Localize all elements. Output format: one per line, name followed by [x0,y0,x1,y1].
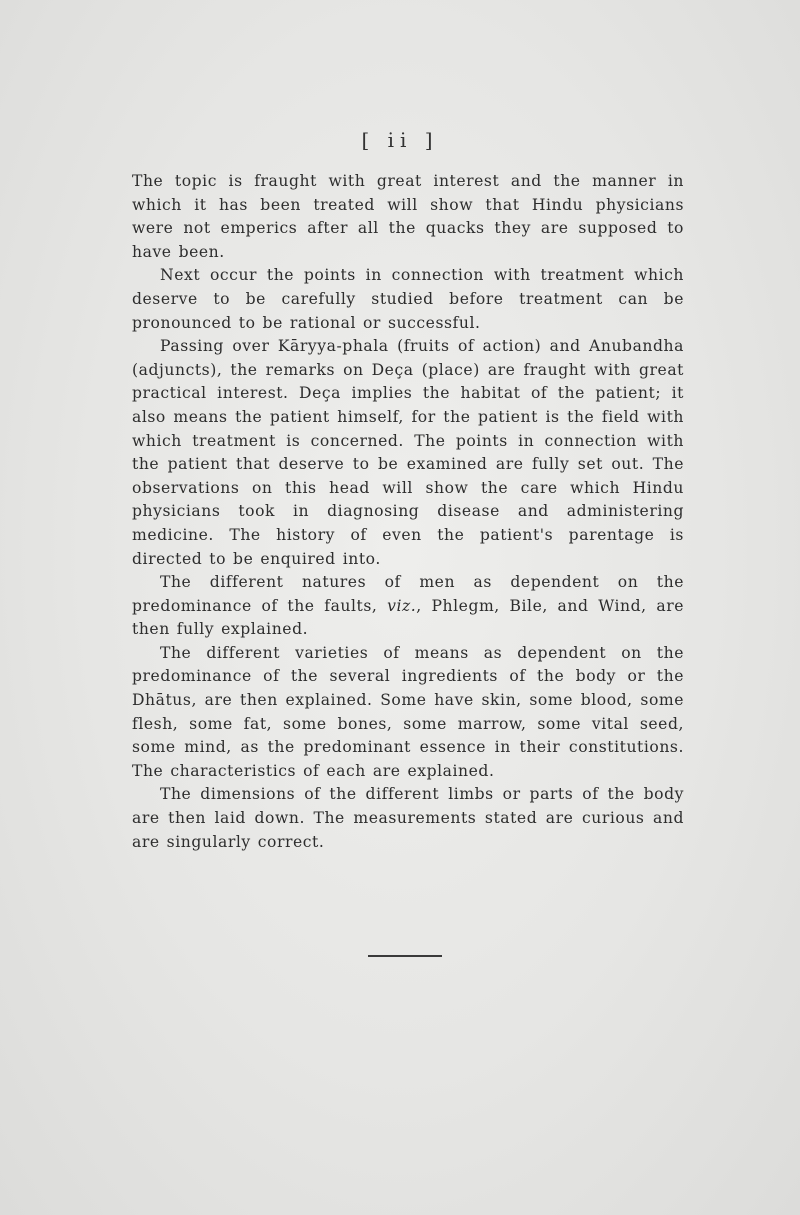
paragraph-dimensions: The dimensions of the different limbs or parts of the body are then laid down. The measurements stated are curious and are singularly correct. [132,785,684,851]
closing-rule [368,955,442,957]
paragraph-treatment-points: Next occur the points in connection with treatment which deserve to be carefully studied before treatment can be pronounced to be rational or successful. [132,266,684,332]
body-text [132,170,684,854]
paragraph-topic: The topic is fraught with great interest and the manner in which it has been treated will show that Hindu physicians were not emperics after all the quacks they are supposed to have been. [132,172,684,261]
paragraph-natures [132,571,684,642]
viz-abbreviation: viz. [387,596,417,615]
paragraph-dhatus: The different varieties of means as dependent on the predominance of the several ingredients of the body or the Dhātus, are then explained. Some have skin, some blood, some flesh, some fat, some bones, some marrow, some vital seed, some mind, as the predominant essence in their constitutions. The characteristics of each are explained. [132,643,684,780]
paragraph-natures-after: , Phlegm, Bile, and Wind, are then fully explained. [132,596,685,639]
paragraph-natures-before: The different natures of men as dependent on the predominance of the faults, [132,573,684,615]
paragraph-deca: Passing over Kāryya-phala (fruits of action) and Anubandha (adjuncts), the remarks on Deça (place) are fraught with great practical interest. Deça implies the habitat of the patient; it also means the patient himself, for the patient is the field with which treatment is concerned. The points in connection with the patient that deserve to be examined are fully set out. The observations on this head will show the care which Hindu physicians took in diagnosing disease and administering medicine. The history of even the patient's parentage is directed to be enquired into. [132,337,684,568]
page-number: [ ii ] [361,128,439,152]
